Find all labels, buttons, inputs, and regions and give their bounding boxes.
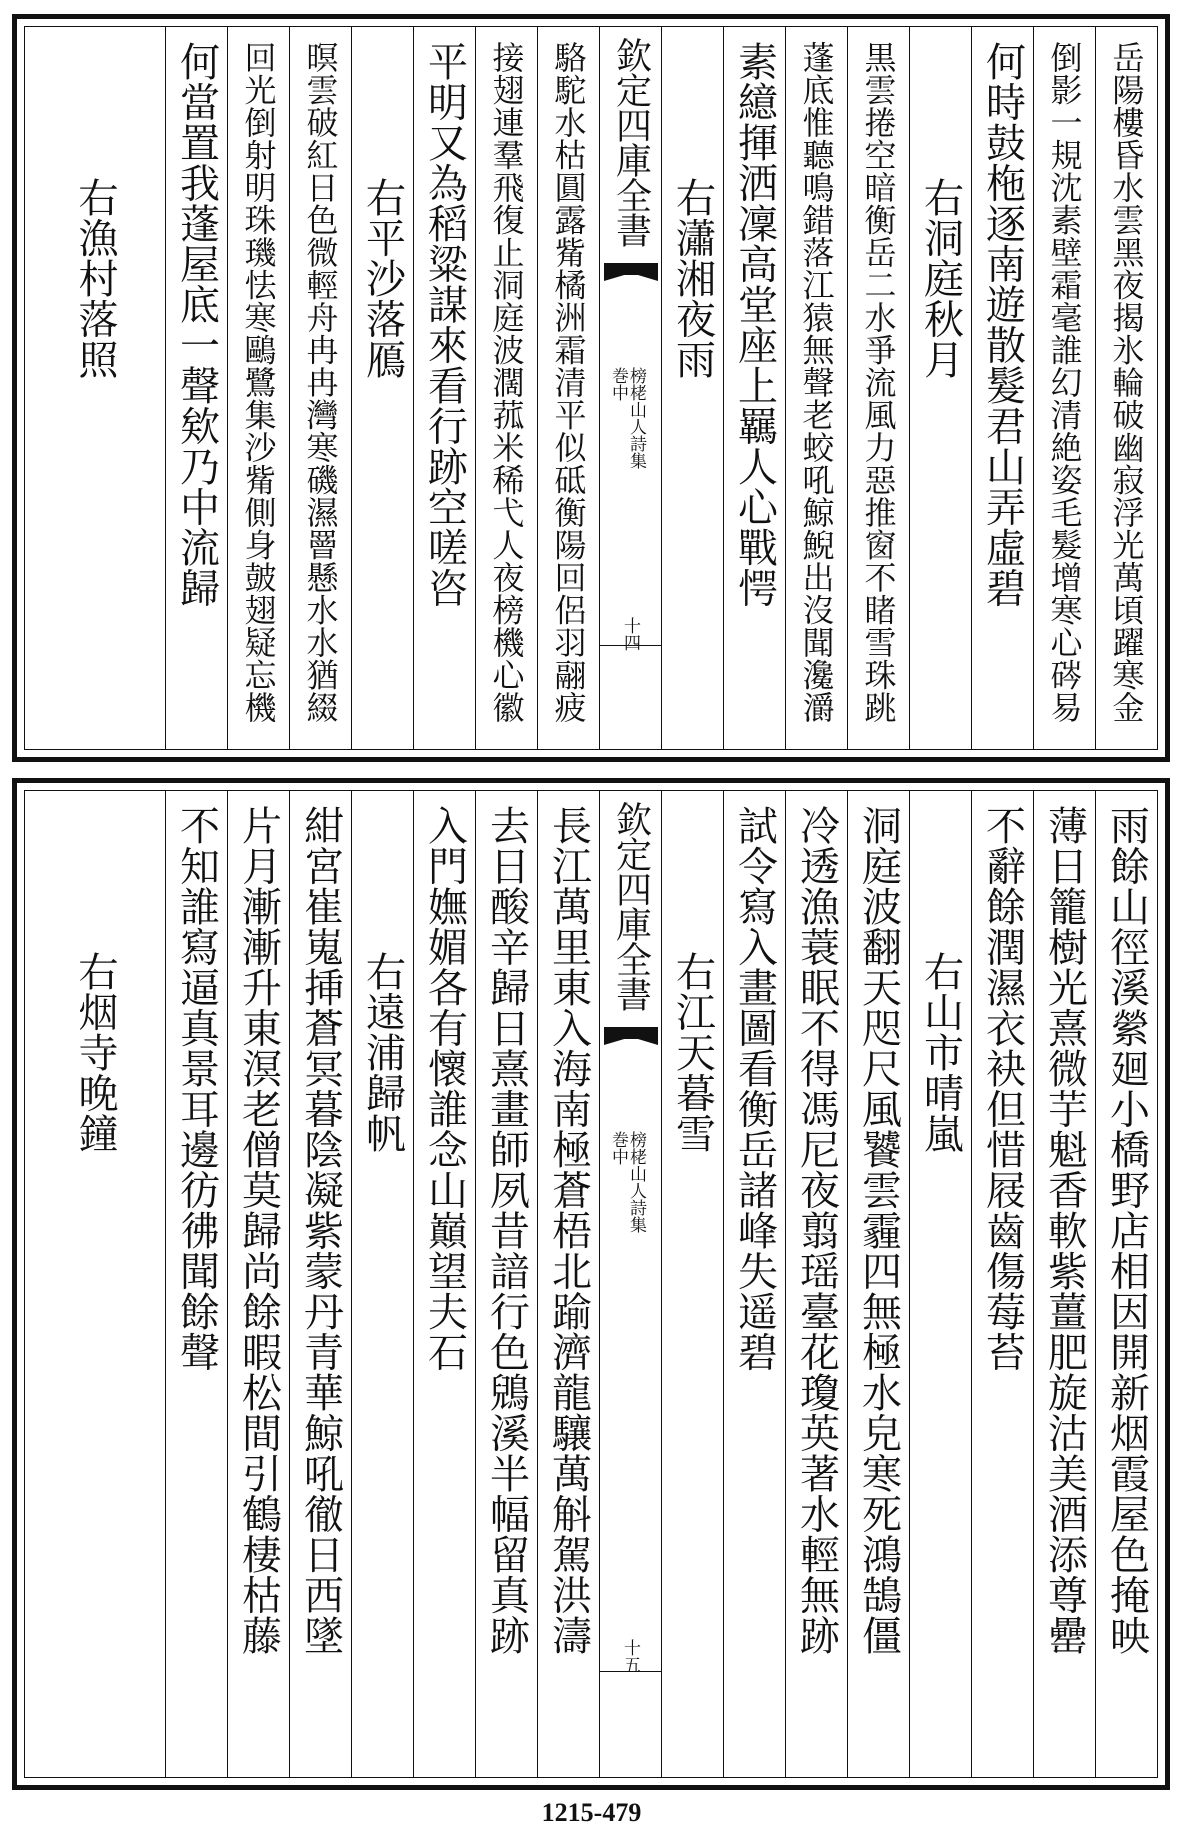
poem-title-column — [661, 791, 723, 1777]
center-banner — [599, 27, 661, 749]
banner-rule — [600, 1671, 661, 1672]
poem-text-column — [785, 27, 847, 749]
page-number: 十五 — [620, 1639, 640, 1673]
center-banner — [599, 791, 661, 1777]
fish-tail-mark-icon — [604, 263, 658, 293]
poem-line: 片月漸漸升東溟老僧莫歸尚餘暇松間引鶴棲枯藤 — [235, 805, 282, 1656]
poem-text-column — [413, 27, 475, 749]
poem-text-column — [537, 791, 599, 1777]
poem-line: 何當置我蓬屋底一聲欸乃中流歸 — [173, 41, 220, 608]
poem-title: 右漁村落照 — [72, 177, 118, 380]
poem-text-column — [475, 27, 537, 749]
poem-text-column — [289, 791, 351, 1777]
poem-title: 右烟寺晚鐘 — [72, 951, 118, 1154]
poem-text-column — [971, 791, 1033, 1777]
poem-title-column — [909, 791, 971, 1777]
poem-text-column — [289, 27, 351, 749]
poem-title: 右平沙落鴈 — [359, 177, 406, 380]
poem-text-column — [785, 791, 847, 1777]
poem-title-column — [351, 27, 413, 749]
poem-line: 冷透漁蓑眠不得馮尼夜翦瑶臺花瓊英著水輕無跡 — [793, 805, 840, 1656]
poem-text-column — [165, 27, 227, 749]
poem-text-column — [1095, 27, 1157, 749]
poem-text-column — [227, 791, 289, 1777]
poem-line: 薄日籠樹光熹微芋魁香軟紫薑肥旋沽美酒添尊罍 — [1041, 805, 1088, 1656]
poem-line: 不知誰寫逼真景耳邊彷彿聞餘聲 — [173, 805, 220, 1372]
poem-title: 右山市晴嵐 — [917, 951, 964, 1154]
poem-text-column — [413, 791, 475, 1777]
volume-label: 巻中 — [608, 1131, 628, 1165]
poem-text-column — [1033, 27, 1095, 749]
poem-text-column — [847, 791, 909, 1777]
poem-line: 駱駝水枯圓露觜橘洲霜清平似砥衡陽回侶羽翮疲 — [549, 41, 588, 724]
poem-line: 回光倒射明珠璣怯寒鷗鷺集沙觜側身皷翅疑忘機 — [239, 41, 278, 724]
poem-line: 試令寫入畫圖看衡岳諸峰失遥碧 — [731, 805, 778, 1372]
poem-text-column — [723, 27, 785, 749]
page-number: 十四 — [620, 617, 640, 651]
poem-line: 長江萬里東入海南極蒼梧北踰濟龍驤萬斛駕洪濤 — [545, 805, 592, 1656]
poem-text-column — [1033, 791, 1095, 1777]
poem-line: 何時鼓柂逐南遊散髮君山弄虛碧 — [979, 41, 1026, 608]
poem-title: 右瀟湘夜雨 — [669, 177, 716, 380]
poem-title-column — [909, 27, 971, 749]
library-title: 欽定四庫全書 — [610, 801, 652, 1011]
poem-title: 右洞庭秋月 — [917, 177, 964, 380]
poem-line: 平明又為稻粱謀來看行跡空嗟咨 — [421, 41, 468, 608]
poem-line: 紺宮崔嵬挿蒼冥暮陰凝紫蒙丹青華鯨吼徹日西墜 — [297, 805, 344, 1656]
poem-line: 暝雲破紅日色微輕舟冉冉灣寒磯濕罾懸水水猶綴 — [301, 41, 340, 724]
poem-title-column — [661, 27, 723, 749]
lower-page-frame — [24, 790, 1158, 1778]
book-title: 榜栳山人詩集 — [626, 1131, 646, 1233]
poem-line: 蓬底惟聽鳴錯落江猿無聲老蛟吼鯨鯢出沒聞瀺灂 — [797, 41, 836, 724]
upper-page — [12, 14, 1170, 762]
poem-line: 雨餘山徑溪縈廻小橋野店相因開新烟霞屋色掩映 — [1103, 805, 1150, 1656]
poem-title: 右江天暮雪 — [669, 951, 716, 1154]
poem-line: 入門嫵媚各有懷誰念山巔望夫石 — [421, 805, 468, 1372]
poem-title: 右遠浦歸帆 — [359, 951, 406, 1154]
poem-text-column — [1095, 791, 1157, 1777]
poem-text-column — [165, 791, 227, 1777]
poem-text-column — [723, 791, 785, 1777]
poem-line: 倒影一規沈素壁霜毫誰幻清絶姿毛髮增寒心硶易 — [1045, 41, 1084, 724]
fish-tail-mark-icon — [604, 1027, 658, 1057]
poem-title-column — [25, 27, 165, 749]
library-title: 欽定四庫全書 — [610, 37, 652, 247]
poem-text-column — [537, 27, 599, 749]
poem-title-column — [351, 791, 413, 1777]
poem-line: 黒雲捲空暗衡岳二水爭流風力惡推窗不睹雪珠跳 — [859, 41, 898, 724]
poem-line: 岳陽樓昏水雲黑夜揭氷輪破幽寂浮光萬頃躍寒金 — [1107, 41, 1146, 724]
poem-line: 不辭餘潤濕衣袂但惜屐齒傷莓苔 — [979, 805, 1026, 1372]
volume-label: 巻中 — [608, 367, 628, 401]
poem-line: 素繶揮洒凜高堂座上羈人心戰愕 — [731, 41, 778, 608]
book-title: 榜栳山人詩集 — [626, 367, 646, 469]
page-code: 1215-479 — [541, 1798, 642, 1827]
poem-line: 洞庭波翻天咫尺風饕雲霾四無極水皃寒死鴻鵠僵 — [855, 805, 902, 1656]
poem-text-column — [227, 27, 289, 749]
lower-page — [12, 778, 1170, 1790]
upper-page-frame — [24, 26, 1158, 750]
poem-text-column — [475, 791, 537, 1777]
poem-title-column — [25, 791, 165, 1777]
poem-text-column — [971, 27, 1033, 749]
poem-line: 接翅連羣飛復止洞庭波濶菰米稀弋人夜榜機心徽 — [487, 41, 526, 724]
poem-line: 去日酸辛歸日熹畫師夙昔諳行色鶂溪半幅留真跡 — [483, 805, 530, 1656]
banner-rule — [600, 645, 661, 646]
poem-text-column — [847, 27, 909, 749]
